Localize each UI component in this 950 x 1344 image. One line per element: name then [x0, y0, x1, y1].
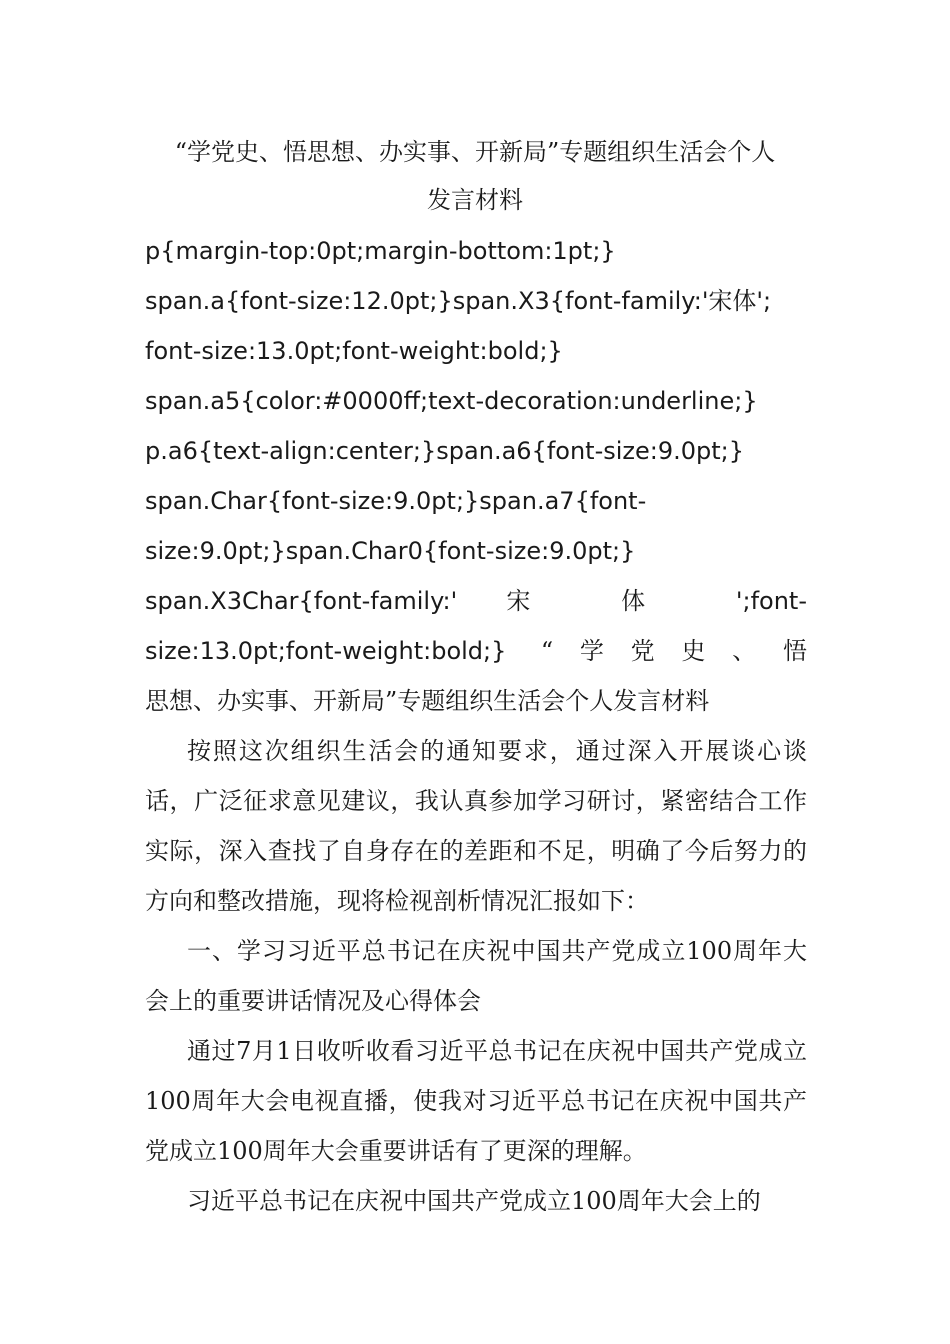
- document-title: [140, 128, 810, 224]
- section-heading: 一、学习习近平总书记在庆祝中国共产党成立100周年大会上的重要讲话情况及心得体会: [145, 937, 807, 1015]
- css-fragment: size:13.0pt;font-weight:bold;}: [145, 637, 507, 665]
- paragraph-intro: 按照这次组织生活会的通知要求，通过深入开展谈心谈话，广泛征求意见建议，我认真参加学习研讨，紧密结合工作实际，深入查找了自身存在的差距和不足，明确了今后努力的方向和整改措施，现将检视剖析情况汇报如下：: [145, 737, 807, 915]
- css-line: span.X3Char{font-family:' 宋 体 ';font-: [145, 587, 807, 615]
- css-line: span.Char{font-size:9.0pt;}span.a7{font-: [145, 487, 647, 515]
- css-line: span.a5{color:#0000ff;text-decoration:underline;}: [145, 387, 758, 415]
- document-body: [145, 226, 807, 1226]
- paragraph-body: 习近平总书记在庆祝中国共产党成立100周年大会上的: [187, 1187, 761, 1215]
- repeat-title-tail: 思想、办实事、开新局”专题组织生活会个人发言材料: [145, 687, 710, 715]
- css-line: size:9.0pt;}span.Char0{font-size:9.0pt;}: [145, 537, 636, 565]
- css-line: span.a{font-size:12.0pt;}span.X3{font-family:'宋体';: [145, 287, 772, 315]
- title-line-1: “学党史、悟思想、办实事、开新局”专题组织生活会个人: [174, 138, 776, 166]
- repeat-title-start: “学党史、悟: [540, 637, 807, 665]
- css-line: font-size:13.0pt;font-weight:bold;}: [145, 337, 563, 365]
- css-line: p.a6{text-align:center;}span.a6{font-size:9.0pt;}: [145, 437, 745, 465]
- paragraph-body: 通过7月1日收听收看习近平总书记在庆祝中国共产党成立100周年大会电视直播，使我对习近平总书记在庆祝中国共产党成立100周年大会重要讲话有了更深的理解。: [145, 1037, 807, 1165]
- title-line-2: 发言材料: [427, 186, 523, 214]
- css-line: p{margin-top:0pt;margin-bottom:1pt;}: [145, 237, 616, 265]
- mixed-line: [145, 626, 807, 676]
